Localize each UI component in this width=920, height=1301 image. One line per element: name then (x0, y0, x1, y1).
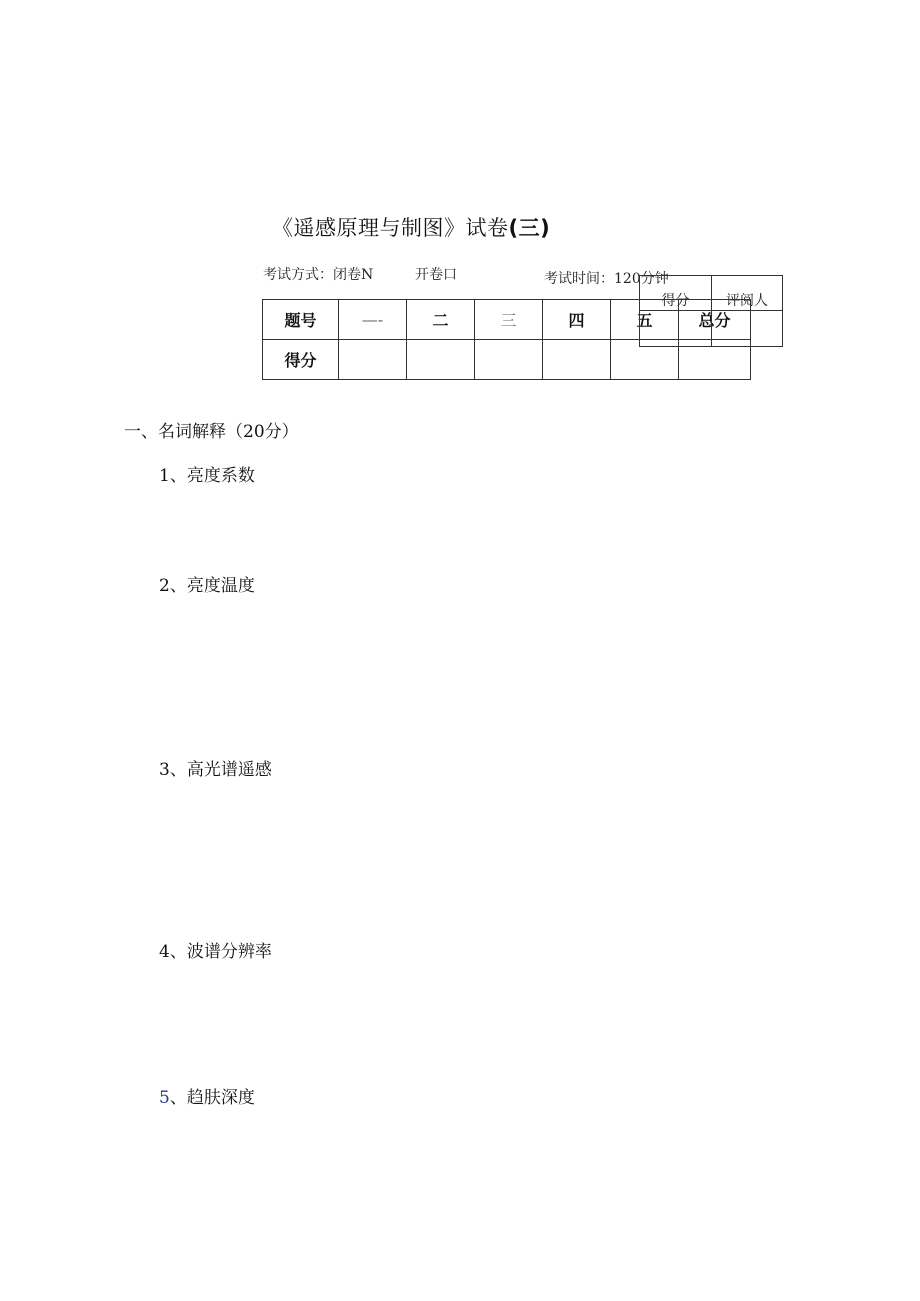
exam-mode: 考试方式：闭卷N (263, 267, 374, 283)
question-text: 、高光谱遥感 (169, 760, 272, 780)
question-number: 2 (159, 576, 170, 596)
header-cell-1: —- (339, 300, 407, 340)
header-cell-question-no: 题号 (263, 300, 339, 340)
question-number: 4 (159, 942, 170, 962)
exam-title (272, 212, 550, 242)
question-item (159, 1083, 255, 1108)
question-item (159, 937, 272, 962)
question-number: 3 (159, 760, 170, 780)
question-text: 、亮度温度 (169, 576, 255, 596)
section-1-heading: 一、名词解释（20分） (124, 422, 299, 442)
header-cell-3: 三 (475, 300, 543, 340)
question-number: 5 (159, 1088, 170, 1108)
question-item (159, 571, 255, 596)
question-text: 、波谱分辨率 (169, 942, 272, 962)
open-book-option: 开卷口 (415, 267, 457, 283)
exam-title-suffix: (三) (508, 216, 551, 240)
question-text: 、趋肤深度 (169, 1088, 255, 1108)
row-label-score: 得分 (263, 340, 339, 380)
score-cell-3[interactable] (475, 340, 543, 380)
grader-table (639, 275, 783, 347)
question-number: 1 (159, 466, 170, 486)
score-cell-2[interactable] (407, 340, 475, 380)
grader-score-cell[interactable] (640, 311, 712, 347)
score-cell-4[interactable] (543, 340, 611, 380)
header-cell-5: 五 (611, 300, 679, 340)
question-item (159, 755, 272, 780)
header-cell-2: 二 (407, 300, 475, 340)
grader-reviewer-label: 评阅人 (712, 276, 783, 311)
exam-title-main: 《遥感原理与制图》试卷 (272, 216, 509, 240)
score-cell-1[interactable] (339, 340, 407, 380)
header-cell-4: 四 (543, 300, 611, 340)
question-text: 、亮度系数 (169, 466, 255, 486)
grader-reviewer-cell[interactable] (712, 311, 783, 347)
grader-score-label: 得分 (640, 276, 712, 311)
question-item (159, 461, 255, 486)
header-cell-total: 总分 (679, 300, 751, 340)
exam-time: 考试时间：120分钟 (544, 271, 669, 287)
